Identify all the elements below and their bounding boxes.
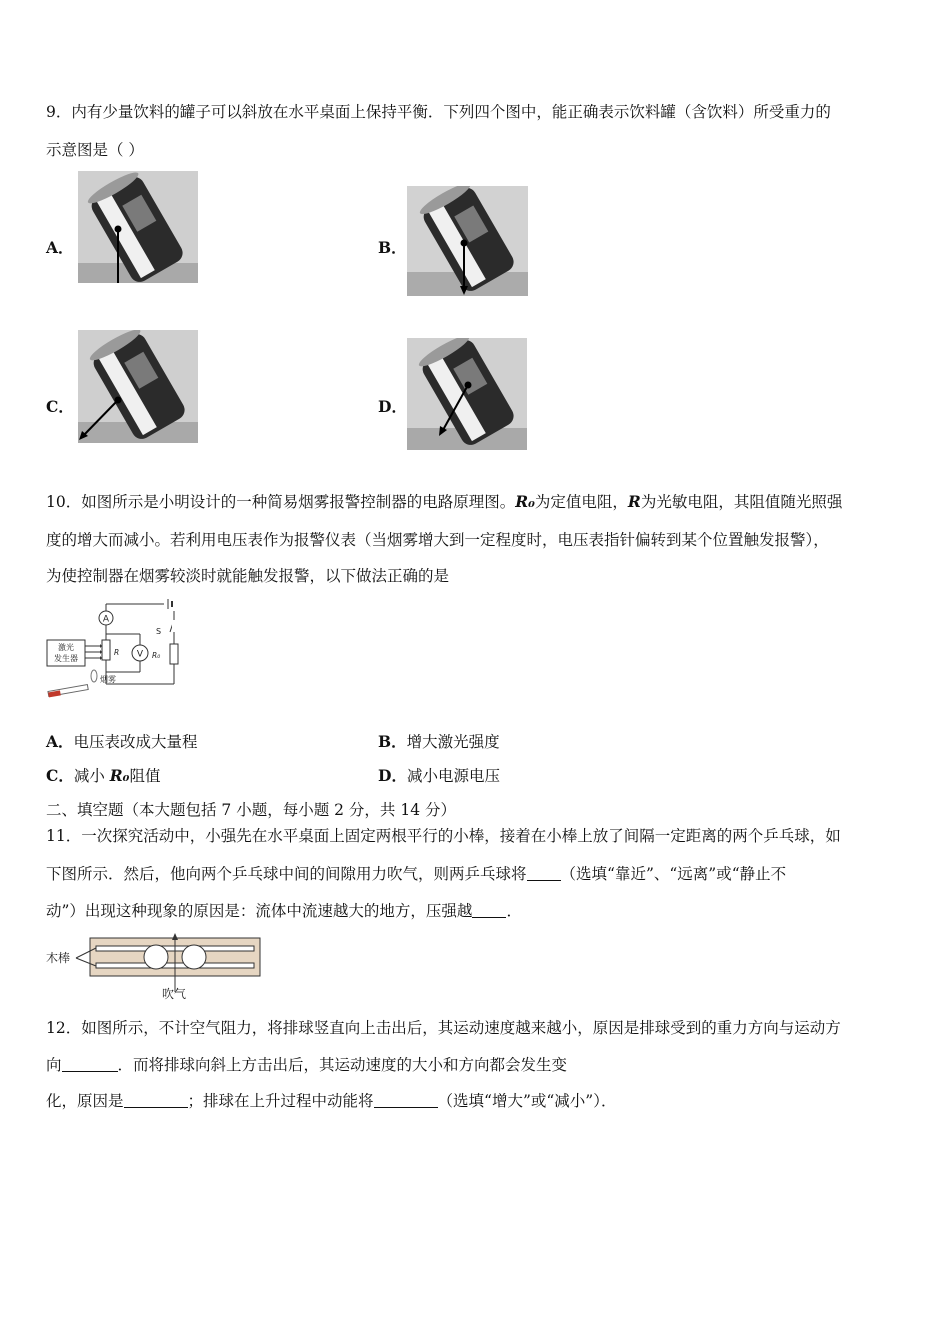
q10-option-a-letter: A．	[46, 732, 74, 751]
q9-option-b-image	[407, 186, 528, 296]
q10-stem-line1	[46, 492, 842, 512]
q10-option-a	[46, 732, 198, 752]
q11-line2-text-a: 下图所示．然后，他向两个乒乓球中间的间隙用力吹气，则两乒乓球将	[46, 865, 527, 883]
q9-option-a-label: A．	[46, 238, 74, 257]
section2-title: 二、填空题（本大题包括 7 小题，每小题 2 分，共 14 分）	[46, 801, 457, 819]
q10-r0-symbol: R₀	[515, 492, 535, 511]
q10-option-c	[46, 766, 160, 786]
q11-line3	[46, 901, 522, 921]
q10-circuit-diagram	[44, 598, 184, 702]
q11-line3-text-a: 动”）出现这种现象的原因是：流体中流速越大的地方，压强越	[46, 902, 473, 920]
q12-blank-2[interactable]	[124, 1093, 188, 1108]
q10-option-d-text: 减小电源电压	[406, 767, 500, 785]
q9-stem-line1: 9．内有少量饮料的罐子可以斜放在水平桌面上保持平衡．下列四个图中，能正确表示饮料罐（含饮料）所受重力的	[46, 103, 831, 121]
q12-line2	[46, 1055, 567, 1075]
q10-option-d-letter: D．	[378, 766, 407, 785]
blow-label: 吹气	[162, 987, 187, 1001]
q9-option-c-image	[78, 330, 198, 443]
q12-line2-text-a: 向	[46, 1056, 62, 1074]
q10-stem-text-b: 为定值电阻，	[534, 493, 628, 511]
laser-label-line1: 激光	[58, 643, 74, 652]
q9-option-d-label: D．	[378, 397, 407, 416]
q10-stem-text-c: 为光敏电阻，其阻值随光照强	[640, 493, 843, 511]
ammeter-label: A	[102, 614, 110, 625]
q11-blank-1[interactable]	[527, 866, 561, 881]
q12-line3-text-a: 化，原因是	[46, 1092, 124, 1110]
q10-option-d	[378, 766, 500, 786]
r0-label: R₀	[152, 651, 161, 660]
q12-line3	[46, 1091, 616, 1111]
q10-stem-text-a: 10．如图所示是小明设计的一种简易烟雾报警控制器的电路原理图。	[46, 493, 516, 511]
q11-figure	[44, 932, 264, 1002]
q11-line2-text-b: （选填“靠近”、“远离”或“静止不	[560, 865, 787, 883]
q9-option-a-image	[78, 171, 198, 283]
q10-stem-line2: 度的增大而减小。若利用电压表作为报警仪表（当烟雾增大到一定程度时，电压表指针偏转到某个位置触发报警），	[46, 531, 829, 549]
smoke-label: 烟雾	[100, 675, 116, 684]
q10-option-a-text: 电压表改成大量程	[73, 733, 198, 751]
switch-label: S	[156, 627, 162, 636]
r-label: R	[114, 648, 120, 657]
q10-stem-line3: 为使控制器在烟雾较淡时就能触发报警，以下做法正确的是	[46, 567, 450, 585]
q9-option-b-label: B．	[378, 238, 407, 257]
q12-blank-3[interactable]	[374, 1093, 438, 1108]
voltmeter-label: V	[136, 649, 144, 660]
q11-line1: 11．一次探究活动中，小强先在水平桌面上固定两根平行的小棒，接着在小棒上放了间隔一定距离的两个乒乓球，如	[46, 827, 841, 845]
q10-option-c-r0: R₀	[109, 766, 130, 785]
q12-line1: 12．如图所示，不计空气阻力，将排球竖直向上击出后，其运动速度越来越小，原因是排球受到的重力方向与运动方	[46, 1019, 841, 1037]
q10-option-c-text-b: 阻值	[129, 767, 161, 785]
q10-option-b-text: 增大激光强度	[406, 733, 500, 751]
q10-r-symbol: R	[627, 492, 641, 511]
q9-stem-line2: 示意图是（ ）	[46, 141, 144, 159]
q10-option-c-text-a: 减小	[73, 767, 110, 785]
laser-label-line2: 发生器	[54, 654, 78, 663]
q10-option-b	[378, 732, 500, 752]
q12-line3-text-b: ；排球在上升过程中动能将	[187, 1092, 374, 1110]
q11-line3-text-b: ．	[506, 902, 522, 920]
q11-line2	[46, 864, 786, 884]
q11-blank-2[interactable]	[472, 903, 506, 918]
q12-blank-1[interactable]	[62, 1057, 118, 1072]
q9-option-c-label: C．	[46, 397, 74, 416]
q9-option-d-image	[407, 338, 527, 450]
q12-line2-text-b: ．而将排球向斜上方击出后，其运动速度的大小和方向都会发生变	[117, 1056, 568, 1074]
stick-label: 木棒	[46, 951, 71, 965]
q10-option-b-letter: B．	[378, 732, 407, 751]
q10-option-c-letter: C．	[46, 766, 74, 785]
q12-line3-text-c: （选填“增大”或“减小”）．	[437, 1092, 617, 1110]
